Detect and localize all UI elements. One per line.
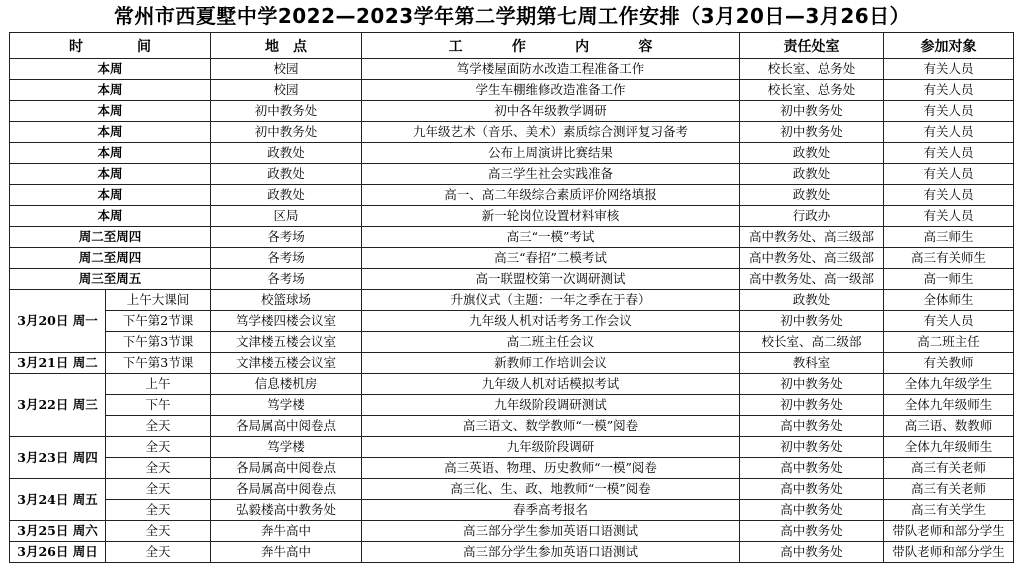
participants-cell: 高三语、数教师 bbox=[884, 416, 1014, 437]
dept-cell: 高中教务处、高三级部 bbox=[740, 227, 884, 248]
content-cell: 春季高考报名 bbox=[362, 500, 740, 521]
dept-cell: 初中教务处 bbox=[740, 437, 884, 458]
content-cell: 高三部分学生参加英语口语测试 bbox=[362, 542, 740, 563]
dept-cell: 校长室、总务处 bbox=[740, 80, 884, 101]
date-cell: 3月25日 周六 bbox=[10, 521, 106, 542]
participants-cell: 带队老师和部分学生 bbox=[884, 542, 1014, 563]
place-cell: 各考场 bbox=[211, 269, 362, 290]
content-cell: 初中各年级教学调研 bbox=[362, 101, 740, 122]
content-cell: 九年级人机对话模拟考试 bbox=[362, 374, 740, 395]
participants-cell: 有关人员 bbox=[884, 122, 1014, 143]
participants-cell: 有关人员 bbox=[884, 80, 1014, 101]
table-row bbox=[10, 248, 1014, 269]
time-cell: 周三至周五 bbox=[10, 269, 211, 290]
participants-cell: 高三师生 bbox=[884, 227, 1014, 248]
time-cell: 本周 bbox=[10, 206, 211, 227]
table-row bbox=[10, 269, 1014, 290]
content-cell: 学生车棚维修改造准备工作 bbox=[362, 80, 740, 101]
place-cell: 奔牛高中 bbox=[211, 521, 362, 542]
participants-cell: 有关人员 bbox=[884, 101, 1014, 122]
slot-cell: 全天 bbox=[106, 521, 211, 542]
place-cell: 政教处 bbox=[211, 185, 362, 206]
dept-cell: 高中教务处 bbox=[740, 416, 884, 437]
time-cell: 本周 bbox=[10, 164, 211, 185]
content-cell: 九年级阶段调研 bbox=[362, 437, 740, 458]
dept-cell: 高中教务处 bbox=[740, 542, 884, 563]
participants-cell: 有关人员 bbox=[884, 143, 1014, 164]
participants-cell: 全体师生 bbox=[884, 290, 1014, 311]
dept-cell: 校长室、高二级部 bbox=[740, 332, 884, 353]
time-cell: 本周 bbox=[10, 80, 211, 101]
content-cell: 高三化、生、政、地教师“一模”阅卷 bbox=[362, 479, 740, 500]
place-cell: 文津楼五楼会议室 bbox=[211, 332, 362, 353]
header-participants: 参加对象 bbox=[884, 33, 1014, 59]
content-cell: 高一联盟校第一次调研测试 bbox=[362, 269, 740, 290]
participants-cell: 高一师生 bbox=[884, 269, 1014, 290]
dept-cell: 初中教务处 bbox=[740, 374, 884, 395]
table-row bbox=[10, 479, 1014, 500]
date-cell: 3月21日 周二 bbox=[10, 353, 106, 374]
table-row bbox=[10, 374, 1014, 395]
slot-cell: 全天 bbox=[106, 479, 211, 500]
header-time bbox=[10, 33, 211, 59]
time-cell: 周二至周四 bbox=[10, 227, 211, 248]
participants-cell: 有关人员 bbox=[884, 206, 1014, 227]
time-cell: 周二至周四 bbox=[10, 248, 211, 269]
table-row bbox=[10, 59, 1014, 80]
header-content-char: 工 bbox=[448, 38, 463, 55]
content-cell: 升旗仪式（主题：一年之季在于春） bbox=[362, 290, 740, 311]
table-row bbox=[10, 353, 1014, 374]
table-row bbox=[10, 542, 1014, 563]
header-time-char: 时 bbox=[69, 38, 83, 55]
dept-cell: 高中教务处 bbox=[740, 479, 884, 500]
slot-cell: 全天 bbox=[106, 416, 211, 437]
place-cell: 各考场 bbox=[211, 248, 362, 269]
date-cell: 3月22日 周三 bbox=[10, 374, 106, 437]
place-cell: 笃学楼 bbox=[211, 437, 362, 458]
dept-cell: 初中教务处 bbox=[740, 395, 884, 416]
content-cell: 高一、高二年级综合素质评价网络填报 bbox=[362, 185, 740, 206]
dept-cell: 初中教务处 bbox=[740, 311, 884, 332]
header-content-char: 作 bbox=[511, 38, 526, 55]
dept-cell: 初中教务处 bbox=[740, 122, 884, 143]
table-row bbox=[10, 521, 1014, 542]
table-row bbox=[10, 143, 1014, 164]
date-cell: 3月23日 周四 bbox=[10, 437, 106, 479]
page-title: 常州市西夏墅中学2022—2023学年第二学期第七周工作安排（3月20日—3月26日） bbox=[113, 4, 911, 28]
table-row bbox=[10, 80, 1014, 101]
content-cell: 新教师工作培训会议 bbox=[362, 353, 740, 374]
slot-cell: 上午 bbox=[106, 374, 211, 395]
participants-cell: 有关人员 bbox=[884, 311, 1014, 332]
header-content-char: 内 bbox=[575, 38, 590, 55]
slot-cell: 下午 bbox=[106, 395, 211, 416]
time-cell: 本周 bbox=[10, 122, 211, 143]
place-cell: 笃学楼四楼会议室 bbox=[211, 311, 362, 332]
place-cell: 弘毅楼高中教务处 bbox=[211, 500, 362, 521]
dept-cell: 初中教务处 bbox=[740, 101, 884, 122]
header-content bbox=[362, 33, 740, 59]
participants-cell: 有关人员 bbox=[884, 185, 1014, 206]
content-cell: 高三部分学生参加英语口语测试 bbox=[362, 521, 740, 542]
place-cell: 各考场 bbox=[211, 227, 362, 248]
place-cell: 文津楼五楼会议室 bbox=[211, 353, 362, 374]
schedule-table bbox=[9, 32, 1014, 563]
content-cell: 九年级阶段调研测试 bbox=[362, 395, 740, 416]
participants-cell: 高三有关学生 bbox=[884, 500, 1014, 521]
participants-cell: 有关人员 bbox=[884, 164, 1014, 185]
slot-cell: 上午大课间 bbox=[106, 290, 211, 311]
place-cell: 校篮球场 bbox=[211, 290, 362, 311]
table-row bbox=[10, 416, 1014, 437]
place-cell: 校园 bbox=[211, 59, 362, 80]
header-place: 地 点 bbox=[211, 33, 362, 59]
content-cell: 公布上周演讲比赛结果 bbox=[362, 143, 740, 164]
time-cell: 本周 bbox=[10, 101, 211, 122]
place-cell: 各局属高中阅卷点 bbox=[211, 416, 362, 437]
place-cell: 政教处 bbox=[211, 164, 362, 185]
table-row bbox=[10, 437, 1014, 458]
dept-cell: 高中教务处 bbox=[740, 458, 884, 479]
table-row bbox=[10, 332, 1014, 353]
table-row bbox=[10, 311, 1014, 332]
content-cell: 高三英语、物理、历史教师“一模”阅卷 bbox=[362, 458, 740, 479]
participants-cell: 有关人员 bbox=[884, 59, 1014, 80]
participants-cell: 全体九年级师生 bbox=[884, 437, 1014, 458]
table-row bbox=[10, 290, 1014, 311]
slot-cell: 全天 bbox=[106, 500, 211, 521]
participants-cell: 高三有关师生 bbox=[884, 248, 1014, 269]
participants-cell: 全体九年级师生 bbox=[884, 395, 1014, 416]
place-cell: 信息楼机房 bbox=[211, 374, 362, 395]
participants-cell: 高三有关老师 bbox=[884, 458, 1014, 479]
time-cell: 本周 bbox=[10, 185, 211, 206]
content-cell: 高三语文、数学教师“一模”阅卷 bbox=[362, 416, 740, 437]
participants-cell: 高三有关老师 bbox=[884, 479, 1014, 500]
place-cell: 初中教务处 bbox=[211, 122, 362, 143]
content-cell: 笃学楼屋面防水改造工程准备工作 bbox=[362, 59, 740, 80]
date-cell: 3月24日 周五 bbox=[10, 479, 106, 521]
table-row bbox=[10, 500, 1014, 521]
header-dept: 责任处室 bbox=[740, 33, 884, 59]
place-cell: 奔牛高中 bbox=[211, 542, 362, 563]
header-row bbox=[10, 33, 1014, 59]
table-row bbox=[10, 185, 1014, 206]
dept-cell: 高中教务处 bbox=[740, 521, 884, 542]
content-cell: 九年级艺术（音乐、美术）素质综合测评复习备考 bbox=[362, 122, 740, 143]
content-cell: 新一轮岗位设置材料审核 bbox=[362, 206, 740, 227]
dept-cell: 政教处 bbox=[740, 164, 884, 185]
place-cell: 区局 bbox=[211, 206, 362, 227]
table-row bbox=[10, 122, 1014, 143]
participants-cell: 全体九年级学生 bbox=[884, 374, 1014, 395]
header-content-char: 容 bbox=[638, 38, 653, 55]
dept-cell: 高中教务处、高一级部 bbox=[740, 269, 884, 290]
dept-cell: 教科室 bbox=[740, 353, 884, 374]
slot-cell: 下午第2节课 bbox=[106, 311, 211, 332]
slot-cell: 下午第3节课 bbox=[106, 332, 211, 353]
dept-cell: 政教处 bbox=[740, 290, 884, 311]
content-cell: 高三“春招”二模考试 bbox=[362, 248, 740, 269]
slot-cell: 全天 bbox=[106, 458, 211, 479]
table-row bbox=[10, 458, 1014, 479]
header-time-char: 间 bbox=[137, 38, 151, 55]
table-row bbox=[10, 101, 1014, 122]
content-cell: 高二班主任会议 bbox=[362, 332, 740, 353]
date-cell: 3月20日 周一 bbox=[10, 290, 106, 353]
dept-cell: 政教处 bbox=[740, 143, 884, 164]
dept-cell: 政教处 bbox=[740, 185, 884, 206]
participants-cell: 带队老师和部分学生 bbox=[884, 521, 1014, 542]
place-cell: 初中教务处 bbox=[211, 101, 362, 122]
place-cell: 政教处 bbox=[211, 143, 362, 164]
place-cell: 笃学楼 bbox=[211, 395, 362, 416]
participants-cell: 有关教师 bbox=[884, 353, 1014, 374]
place-cell: 校园 bbox=[211, 80, 362, 101]
table-row bbox=[10, 395, 1014, 416]
participants-cell: 高二班主任 bbox=[884, 332, 1014, 353]
content-cell: 高三学生社会实践准备 bbox=[362, 164, 740, 185]
table-row bbox=[10, 227, 1014, 248]
slot-cell: 全天 bbox=[106, 437, 211, 458]
dept-cell: 高中教务处 bbox=[740, 500, 884, 521]
time-cell: 本周 bbox=[10, 143, 211, 164]
date-cell: 3月26日 周日 bbox=[10, 542, 106, 563]
dept-cell: 校长室、总务处 bbox=[740, 59, 884, 80]
table-row bbox=[10, 164, 1014, 185]
content-cell: 九年级人机对话考务工作会议 bbox=[362, 311, 740, 332]
slot-cell: 下午第3节课 bbox=[106, 353, 211, 374]
place-cell: 各局属高中阅卷点 bbox=[211, 479, 362, 500]
slot-cell: 全天 bbox=[106, 542, 211, 563]
place-cell: 各局属高中阅卷点 bbox=[211, 458, 362, 479]
time-cell: 本周 bbox=[10, 59, 211, 80]
dept-cell: 行政办 bbox=[740, 206, 884, 227]
content-cell: 高三“一模”考试 bbox=[362, 227, 740, 248]
dept-cell: 高中教务处、高三级部 bbox=[740, 248, 884, 269]
table-row bbox=[10, 206, 1014, 227]
